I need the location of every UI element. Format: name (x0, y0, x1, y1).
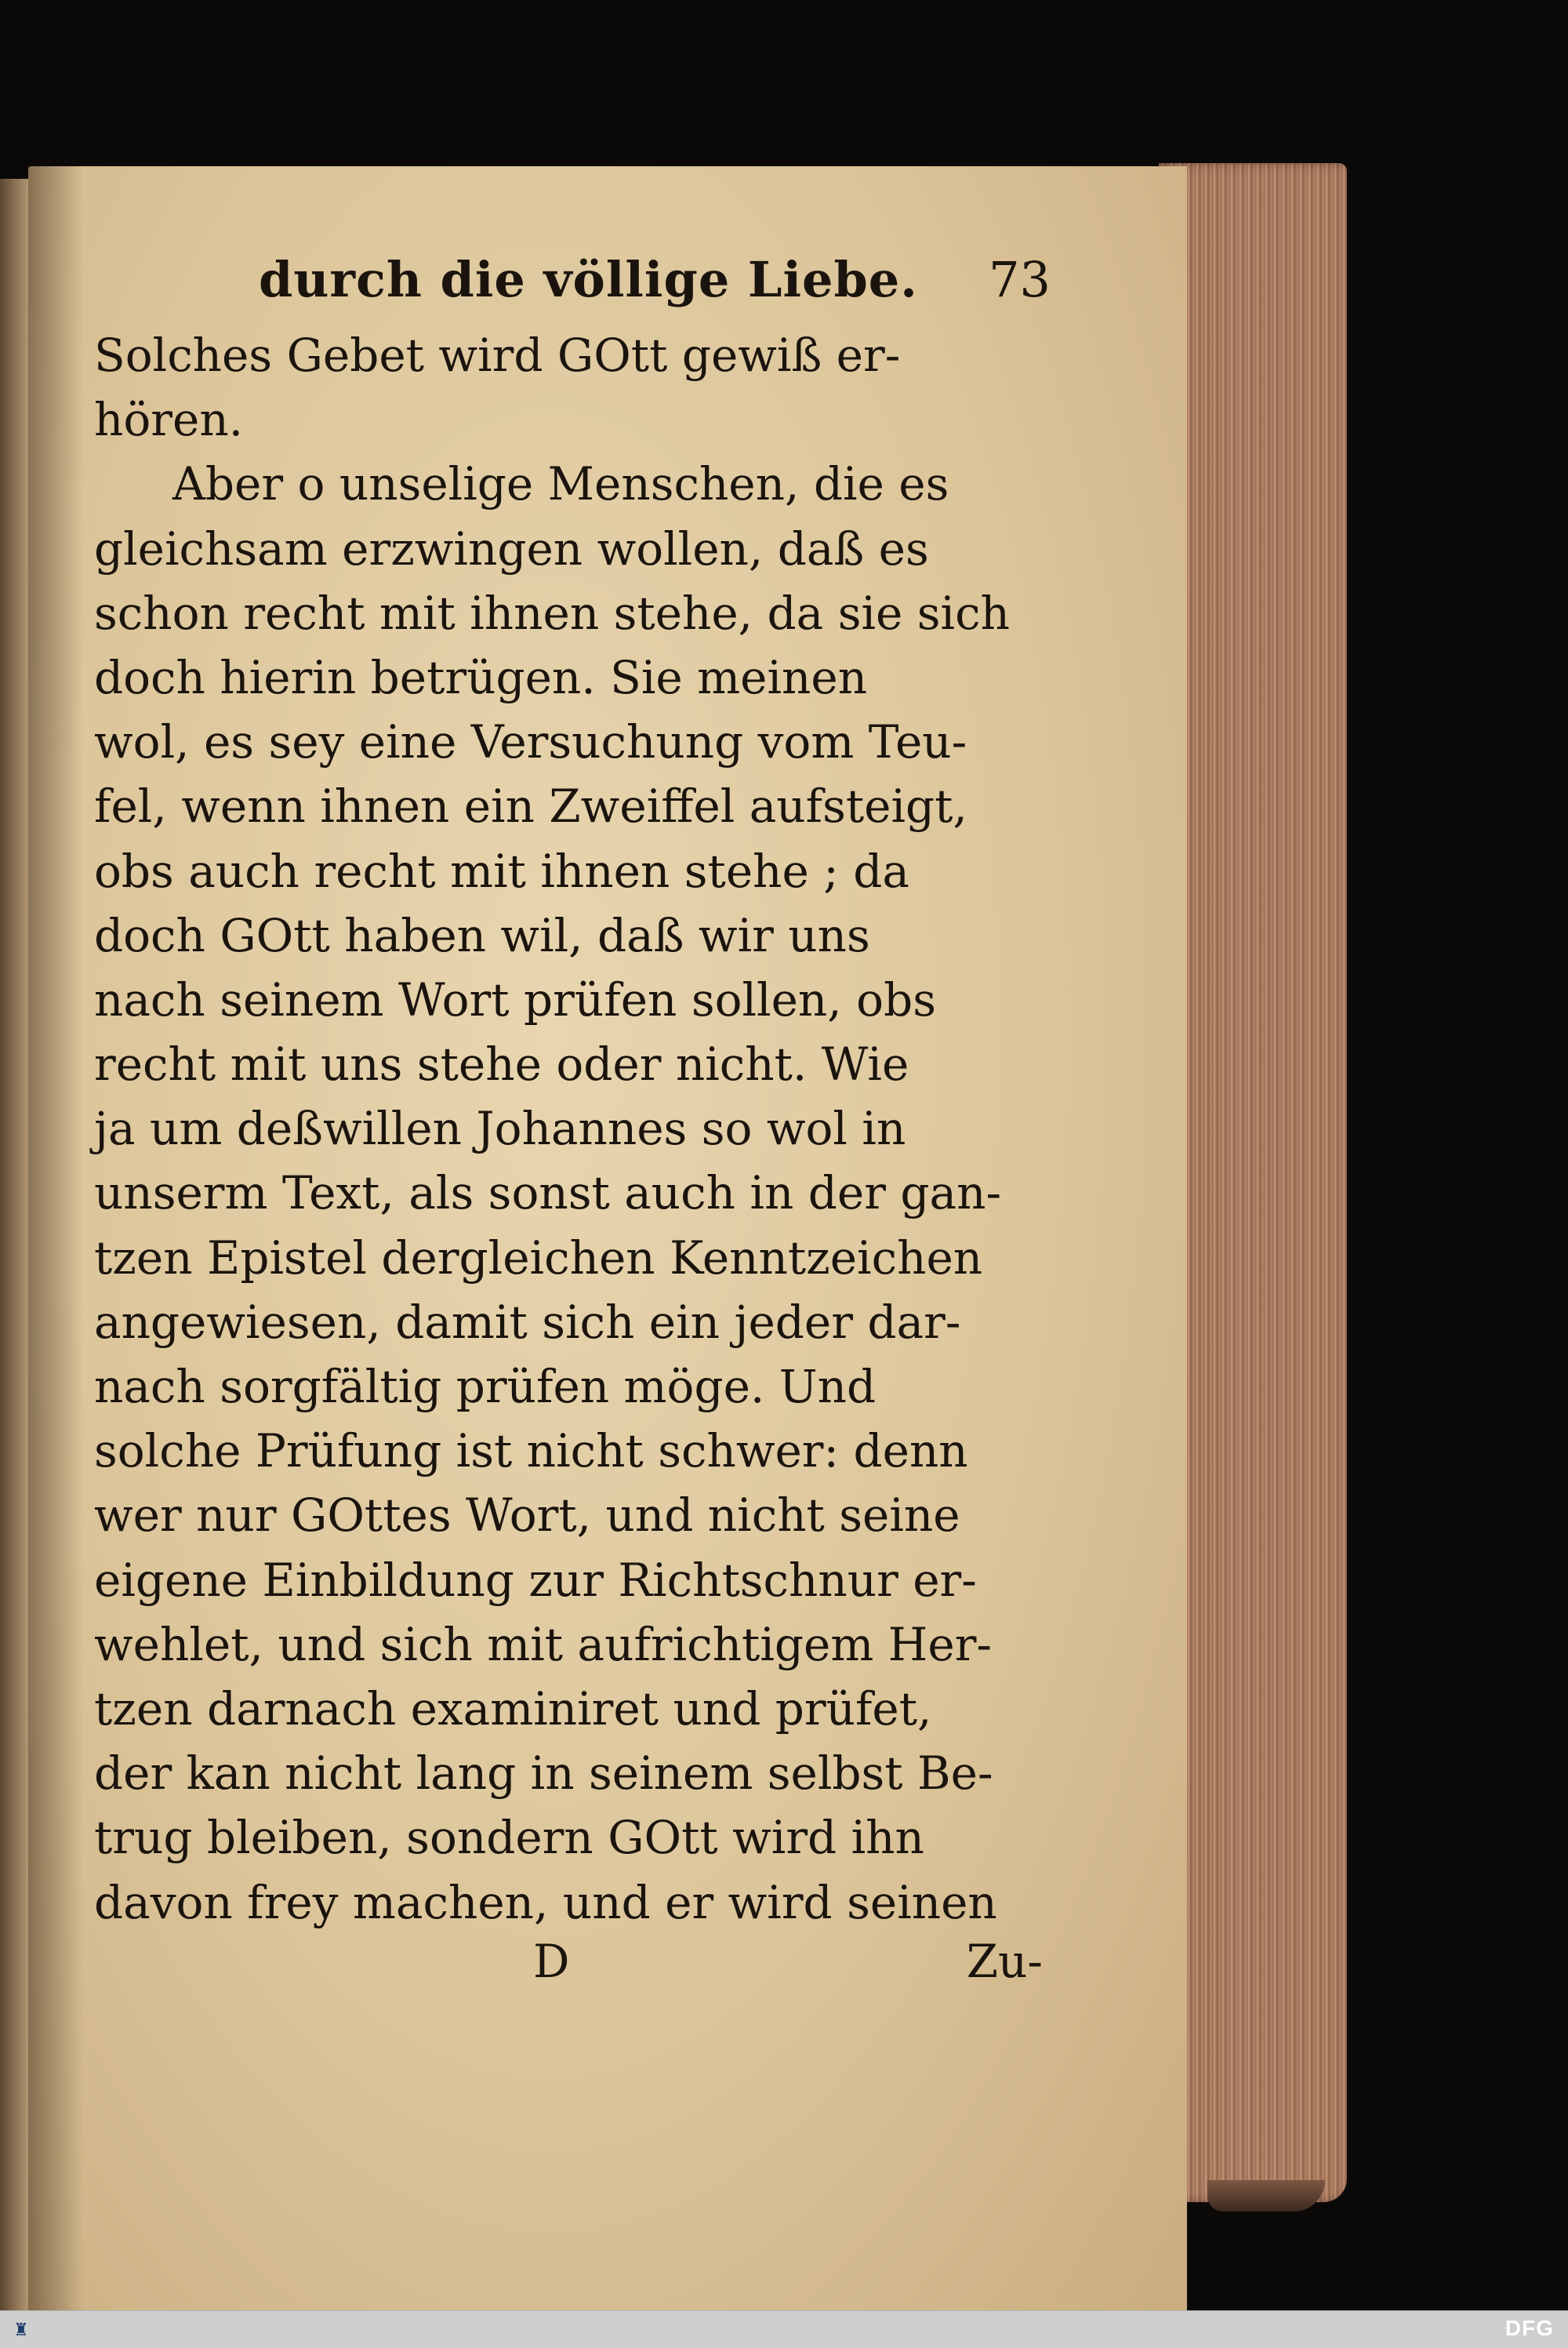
text-line: tzen darnach examiniret und prüfet, (94, 1681, 932, 1736)
text-line: unserm Text, als sonst auch in der gan- (94, 1166, 1002, 1220)
viewer-footer-bar (0, 2310, 1568, 2348)
text-line: obs auch recht mit ihnen stehe ; da (94, 844, 909, 898)
text-line: doch hierin betrügen. Sie meinen (94, 650, 868, 704)
text-line: gleichsam erzwingen wollen, daß es (94, 522, 929, 576)
text-line: wer nur GOttes Wort, und nicht seine (94, 1488, 960, 1543)
text-line: Solches Gebet wird GOtt gewiß er- (94, 329, 901, 382)
text-line: Aber o unselige Menschen, die es (172, 457, 949, 511)
text-line: tzen Epistel dergleichen Kenntzeichen (94, 1230, 983, 1285)
text-line: davon frey machen, und er wird seinen (94, 1875, 997, 1929)
page-footer (94, 1934, 1043, 1997)
page-gutter-shadow (28, 166, 83, 2315)
page-text (94, 251, 1051, 1997)
text-line: nach seinem Wort prüfen sollen, obs (94, 972, 936, 1027)
library-crest-icon[interactable]: ♜ (13, 2320, 29, 2340)
text-line: doch GOtt haben wil, daß wir uns (94, 908, 870, 962)
text-line: hören. (94, 393, 244, 447)
text-line: schon recht mit ihnen stehe, da sie sich (94, 586, 1010, 640)
book-fore-edge (1159, 163, 1347, 2202)
dfg-logo[interactable]: DFG (1504, 2316, 1554, 2340)
signature-mark: D (533, 1934, 570, 1988)
text-line: recht mit uns stehe oder nicht. Wie (94, 1038, 909, 1092)
text-line: der kan nicht lang in seinem selbst Be- (94, 1746, 993, 1801)
text-line: eigene Einbildung zur Richtschnur er- (94, 1553, 977, 1607)
text-line: angewiesen, damit sich ein jeder dar- (94, 1295, 961, 1349)
running-title: durch die völlige Liebe. (259, 251, 918, 308)
book-corner (1207, 2180, 1325, 2212)
catchword: Zu- (966, 1934, 1043, 1988)
text-line: solche Prüfung ist nicht schwer: denn (94, 1424, 968, 1478)
text-line: trug bleiben, sondern GOtt wird ihn (94, 1811, 924, 1865)
text-line: nach sorgfältig prüfen möge. Und (94, 1360, 877, 1413)
page-number: 73 (989, 251, 1051, 308)
text-line: wehlet, und sich mit aufrichtigem Her- (94, 1617, 993, 1671)
running-head (94, 251, 1051, 323)
text-line: wol, es sey eine Versuchung vom Teu- (94, 715, 967, 769)
body-text (94, 323, 1035, 1935)
text-line: ja um deßwillen Johannes so wol in (94, 1102, 906, 1156)
text-line: fel, wenn ihnen ein Zweiffel aufsteigt, (94, 780, 967, 834)
